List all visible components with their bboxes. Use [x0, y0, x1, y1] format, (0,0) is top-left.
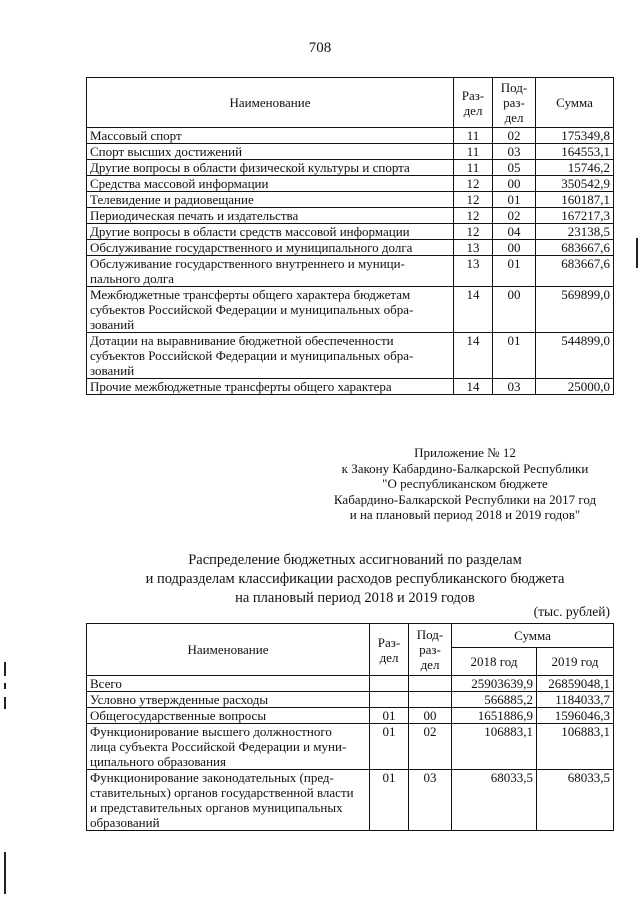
allocation-table-continued [86, 77, 614, 395]
row-subsection: 00 [493, 176, 536, 192]
title-line-2: и подразделам классификации расходов республиканского бюджета [145, 571, 565, 587]
row-section: 12 [454, 176, 493, 192]
row-section: 13 [454, 240, 493, 256]
table-row [87, 708, 614, 724]
row-name: Периодическая печать и издательства [87, 208, 454, 224]
table-row [87, 176, 614, 192]
row-section: 14 [454, 287, 493, 333]
row-value-2019: 68033,5 [537, 770, 614, 831]
appendix-law-title-1: "О республиканском бюджете [382, 476, 548, 491]
appendix-number: Приложение № 12 [414, 445, 516, 460]
header-section: Раз- дел [370, 624, 409, 676]
row-name: Спорт высших достижений [87, 144, 454, 160]
table-row [87, 240, 614, 256]
row-subsection: 05 [493, 160, 536, 176]
header-name: Наименование [87, 624, 370, 676]
row-subsection [409, 692, 452, 708]
row-sum: 683667,6 [536, 256, 614, 287]
table-row [87, 192, 614, 208]
row-subsection: 00 [493, 240, 536, 256]
scan-mark [4, 852, 6, 894]
appendix-header [300, 445, 630, 523]
row-subsection: 04 [493, 224, 536, 240]
scan-mark [4, 697, 6, 709]
scan-mark [636, 238, 638, 268]
header-subsection: Под- раз- дел [493, 78, 536, 128]
table-row [87, 208, 614, 224]
row-value-2018: 68033,5 [452, 770, 537, 831]
row-value-2019: 26859048,1 [537, 676, 614, 692]
row-name: Прочие межбюджетные трансферты общего характера [87, 379, 454, 395]
table-row [87, 128, 614, 144]
row-sum: 569899,0 [536, 287, 614, 333]
row-subsection: 02 [493, 208, 536, 224]
row-name: Всего [87, 676, 370, 692]
row-value-2019: 1596046,3 [537, 708, 614, 724]
table-row [87, 692, 614, 708]
row-section: 12 [454, 224, 493, 240]
row-name: Дотации на выравнивание бюджетной обеспеченности субъектов Российской Федерации и муниципальных обра- зований [87, 333, 454, 379]
row-name: Межбюджетные трансферты общего характера бюджетам субъектов Российской Федерации и муниципальных обра- зований [87, 287, 454, 333]
table-row [87, 256, 614, 287]
row-name: Телевидение и радиовещание [87, 192, 454, 208]
table-row [87, 676, 614, 692]
table-row [87, 770, 614, 831]
table-row [87, 333, 614, 379]
row-value-2018: 106883,1 [452, 724, 537, 770]
row-section: 14 [454, 379, 493, 395]
row-section: 12 [454, 208, 493, 224]
row-section: 01 [370, 724, 409, 770]
page-number: 708 [308, 40, 332, 56]
row-subsection [409, 676, 452, 692]
header-subsection: Под- раз- дел [409, 624, 452, 676]
appendix-law-title-2: Кабардино-Балкарской Республики на 2017 год [333, 491, 597, 507]
table-row [87, 287, 614, 333]
row-sum: 350542,9 [536, 176, 614, 192]
row-section: 11 [454, 144, 493, 160]
row-subsection: 01 [493, 333, 536, 379]
row-sum: 167217,3 [536, 208, 614, 224]
row-name: Общегосударственные вопросы [87, 708, 370, 724]
table-row [87, 724, 614, 770]
row-name: Другие вопросы в области средств массовой информации [87, 224, 454, 240]
row-section [370, 692, 409, 708]
row-value-2018: 25903639,9 [452, 676, 537, 692]
row-sum: 25000,0 [536, 379, 614, 395]
scan-mark [4, 662, 6, 676]
row-subsection: 01 [493, 192, 536, 208]
units-note: (тыс. рублей) [533, 604, 610, 619]
row-subsection: 03 [493, 379, 536, 395]
page-title [90, 551, 620, 608]
row-subsection: 02 [493, 128, 536, 144]
row-subsection: 02 [409, 724, 452, 770]
row-value-2018: 1651886,9 [452, 708, 537, 724]
row-name: Условно утвержденные расходы [87, 692, 370, 708]
row-name: Обслуживание государственного и муниципального долга [87, 240, 454, 256]
row-sum: 23138,5 [536, 224, 614, 240]
header-2018: 2018 год [452, 648, 537, 676]
row-section: 01 [370, 708, 409, 724]
row-name: Функционирование высшего должностного лица субъекта Российской Федерации и муни- ципального образования [87, 724, 370, 770]
header-sum: Сумма [452, 624, 614, 648]
row-value-2019: 1184033,7 [537, 692, 614, 708]
row-value-2019: 106883,1 [537, 724, 614, 770]
row-sum: 683667,6 [536, 240, 614, 256]
title-line-1: Распределение бюджетных ассигнований по разделам [188, 552, 522, 568]
row-name: Другие вопросы в области физической культуры и спорта [87, 160, 454, 176]
title-line-3: на плановый период 2018 и 2019 годов [235, 590, 475, 606]
row-sum: 164553,1 [536, 144, 614, 160]
row-sum: 160187,1 [536, 192, 614, 208]
row-subsection: 03 [493, 144, 536, 160]
row-name: Функционирование законодательных (пред- ставительных) органов государственной власти и представительных органов муниципальных образований [87, 770, 370, 831]
header-sum: Сумма [536, 78, 614, 128]
row-name: Средства массовой информации [87, 176, 454, 192]
appendix-law-title-3: и на плановый период 2018 и 2019 годов" [349, 507, 581, 522]
table2-body [87, 676, 614, 831]
table1-body [87, 128, 614, 395]
row-sum: 15746,2 [536, 160, 614, 176]
row-name: Массовый спорт [87, 128, 454, 144]
row-name: Обслуживание государственного внутреннего и муници- пального долга [87, 256, 454, 287]
table-row [87, 379, 614, 395]
planned-allocation-table [86, 623, 614, 831]
table-row [87, 160, 614, 176]
row-value-2018: 566885,2 [452, 692, 537, 708]
row-subsection: 00 [409, 708, 452, 724]
row-subsection: 01 [493, 256, 536, 287]
row-section: 13 [454, 256, 493, 287]
header-section: Раз- дел [454, 78, 493, 128]
row-sum: 175349,8 [536, 128, 614, 144]
table-row [87, 144, 614, 160]
appendix-law: к Закону Кабардино-Балкарской Республики [341, 460, 589, 476]
row-section: 11 [454, 160, 493, 176]
row-section: 11 [454, 128, 493, 144]
row-section [370, 676, 409, 692]
row-section: 14 [454, 333, 493, 379]
row-subsection: 03 [409, 770, 452, 831]
row-section: 01 [370, 770, 409, 831]
header-2019: 2019 год [537, 648, 614, 676]
row-subsection: 00 [493, 287, 536, 333]
scan-mark [4, 683, 6, 689]
table-row [87, 224, 614, 240]
row-section: 12 [454, 192, 493, 208]
row-sum: 544899,0 [536, 333, 614, 379]
header-name: Наименование [87, 78, 454, 128]
